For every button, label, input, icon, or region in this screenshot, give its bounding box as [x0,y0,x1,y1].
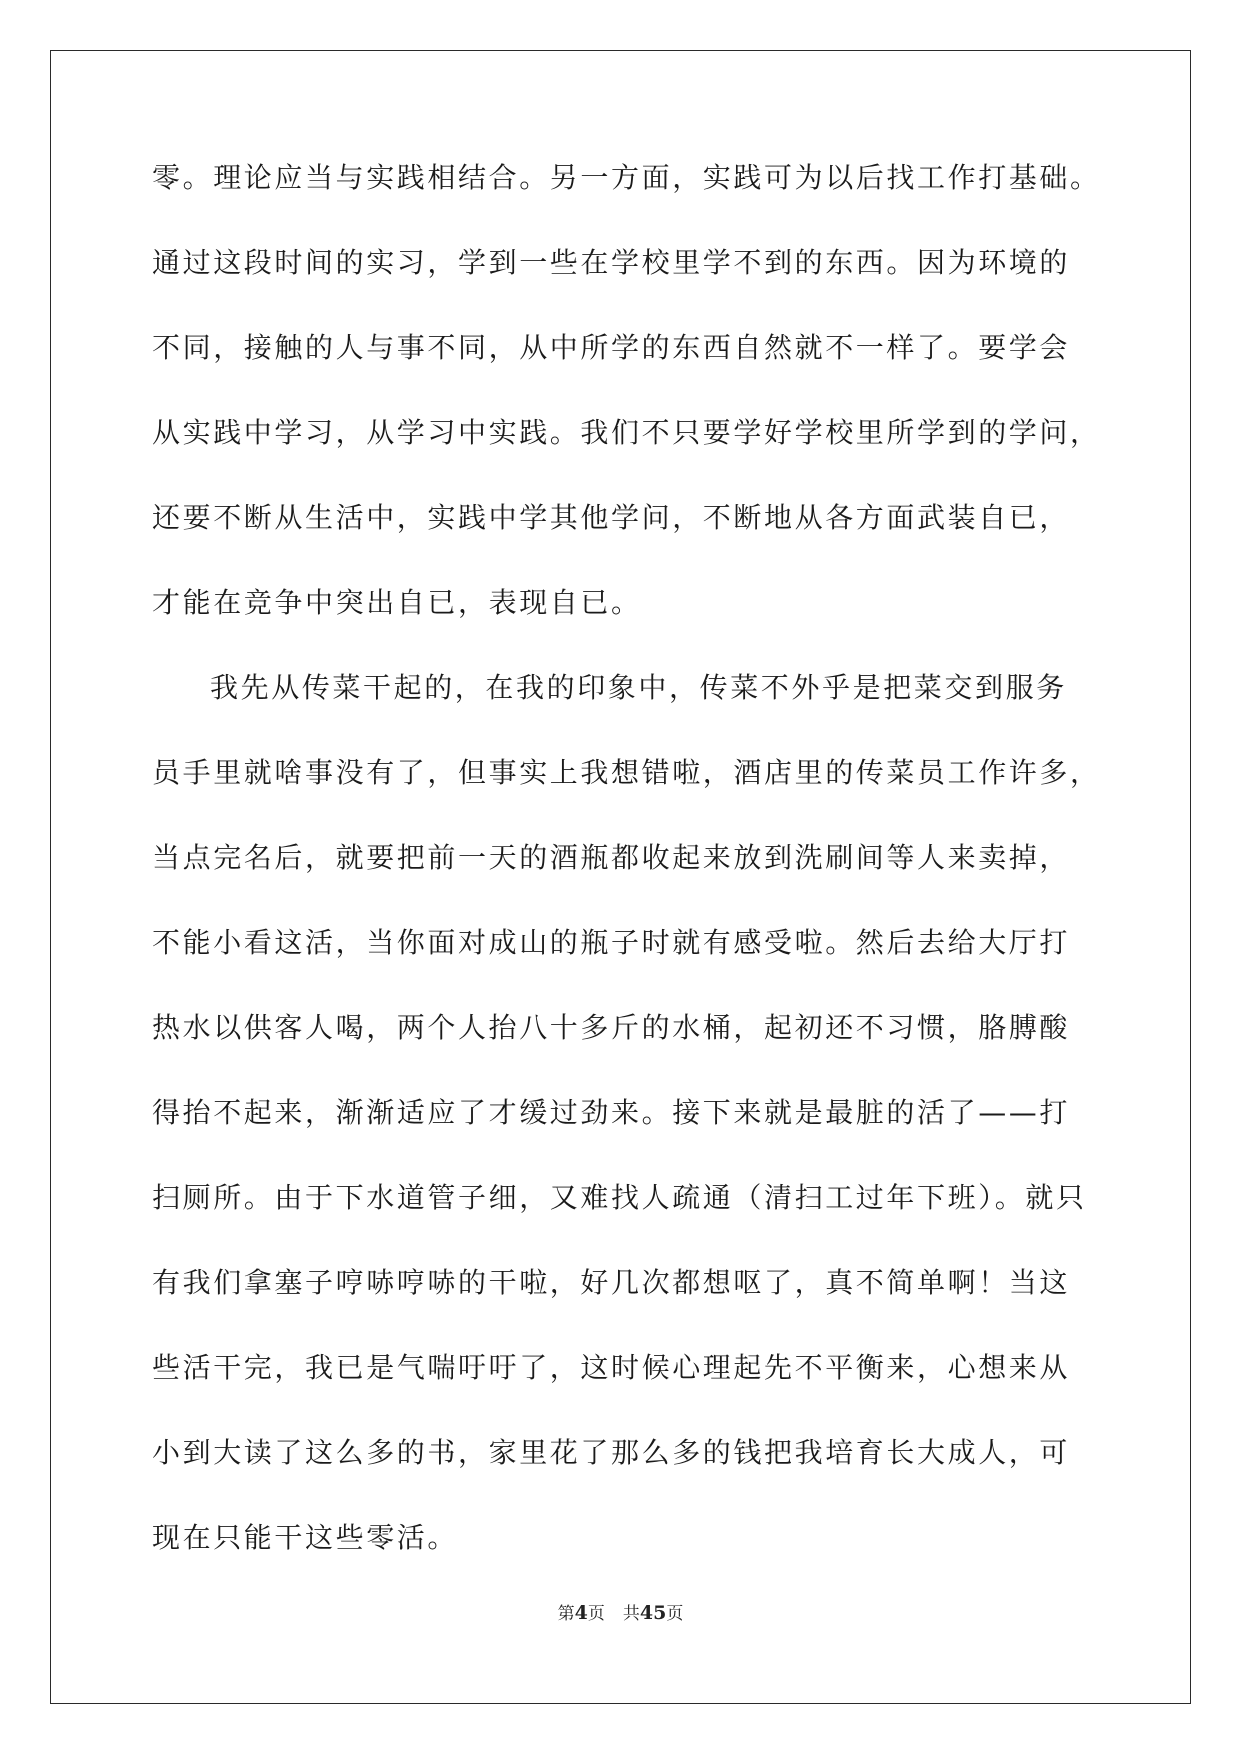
current-page-number: 4 [574,1602,588,1624]
text-line: 不同，接触的人与事不同，从中所学的东西自然就不一样了。要学会 [152,331,1071,364]
text-line: 从实践中学习，从学习中实践。我们不只要学好学校里所学到的学问， [152,416,1101,449]
text-line: 现在只能干这些零活。 [152,1521,459,1554]
text-line: 不能小看这活，当你面对成山的瓶子时就有感受啦。然后去给大厅打 [152,926,1071,959]
text-line: 小到大读了这么多的书，家里花了那么多的钱把我培育长大成人，可 [152,1436,1071,1469]
document-body [152,160,1101,1605]
text-line: 些活干完，我已是气喘吁吁了，这时候心理起先不平衡来，心想来从 [152,1351,1071,1384]
page-prefix: 第 [557,1604,575,1624]
page-suffix: 页 [587,1604,605,1624]
text-line: 还要不断从生活中，实践中学其他学问，不断地从各方面武装自已， [152,501,1071,534]
total-page-count: 45 [639,1602,667,1624]
paragraph-first-line: 我先从传菜干起的，在我的印象中，传菜不外乎是把菜交到服务 [210,671,1067,704]
text-line: 当点完名后，就要把前一天的酒瓶都收起来放到洗刷间等人来卖掉， [152,841,1071,874]
text-line: 通过这段时间的实习，学到一些在学校里学不到的东西。因为环境的 [152,246,1071,279]
text-line: 有我们拿塞子哼哧哼哧的干啦，好几次都想呕了，真不简单啊！当这 [152,1266,1071,1299]
text-line: 得抬不起来，渐渐适应了才缓过劲来。接下来就是最脏的活了——打 [152,1096,1071,1129]
text-line: 才能在竞争中突出自已，表现自已。 [152,586,642,619]
total-suffix: 页 [666,1604,684,1624]
text-line: 扫厕所。由于下水道管子细，又难找人疏通（清扫工过年下班）。就只 [152,1181,1087,1214]
text-line: 热水以供客人喝，两个人抬八十多斤的水桶，起初还不习惯，胳膊酸 [152,1011,1071,1044]
page-footer [0,1602,1241,1625]
text-line: 零。理论应当与实践相结合。另一方面，实践可为以后找工作打基础。 [152,161,1101,194]
total-prefix: 共 [622,1604,640,1624]
text-line: 员手里就啥事没有了，但事实上我想错啦，酒店里的传菜员工作许多， [152,756,1101,789]
